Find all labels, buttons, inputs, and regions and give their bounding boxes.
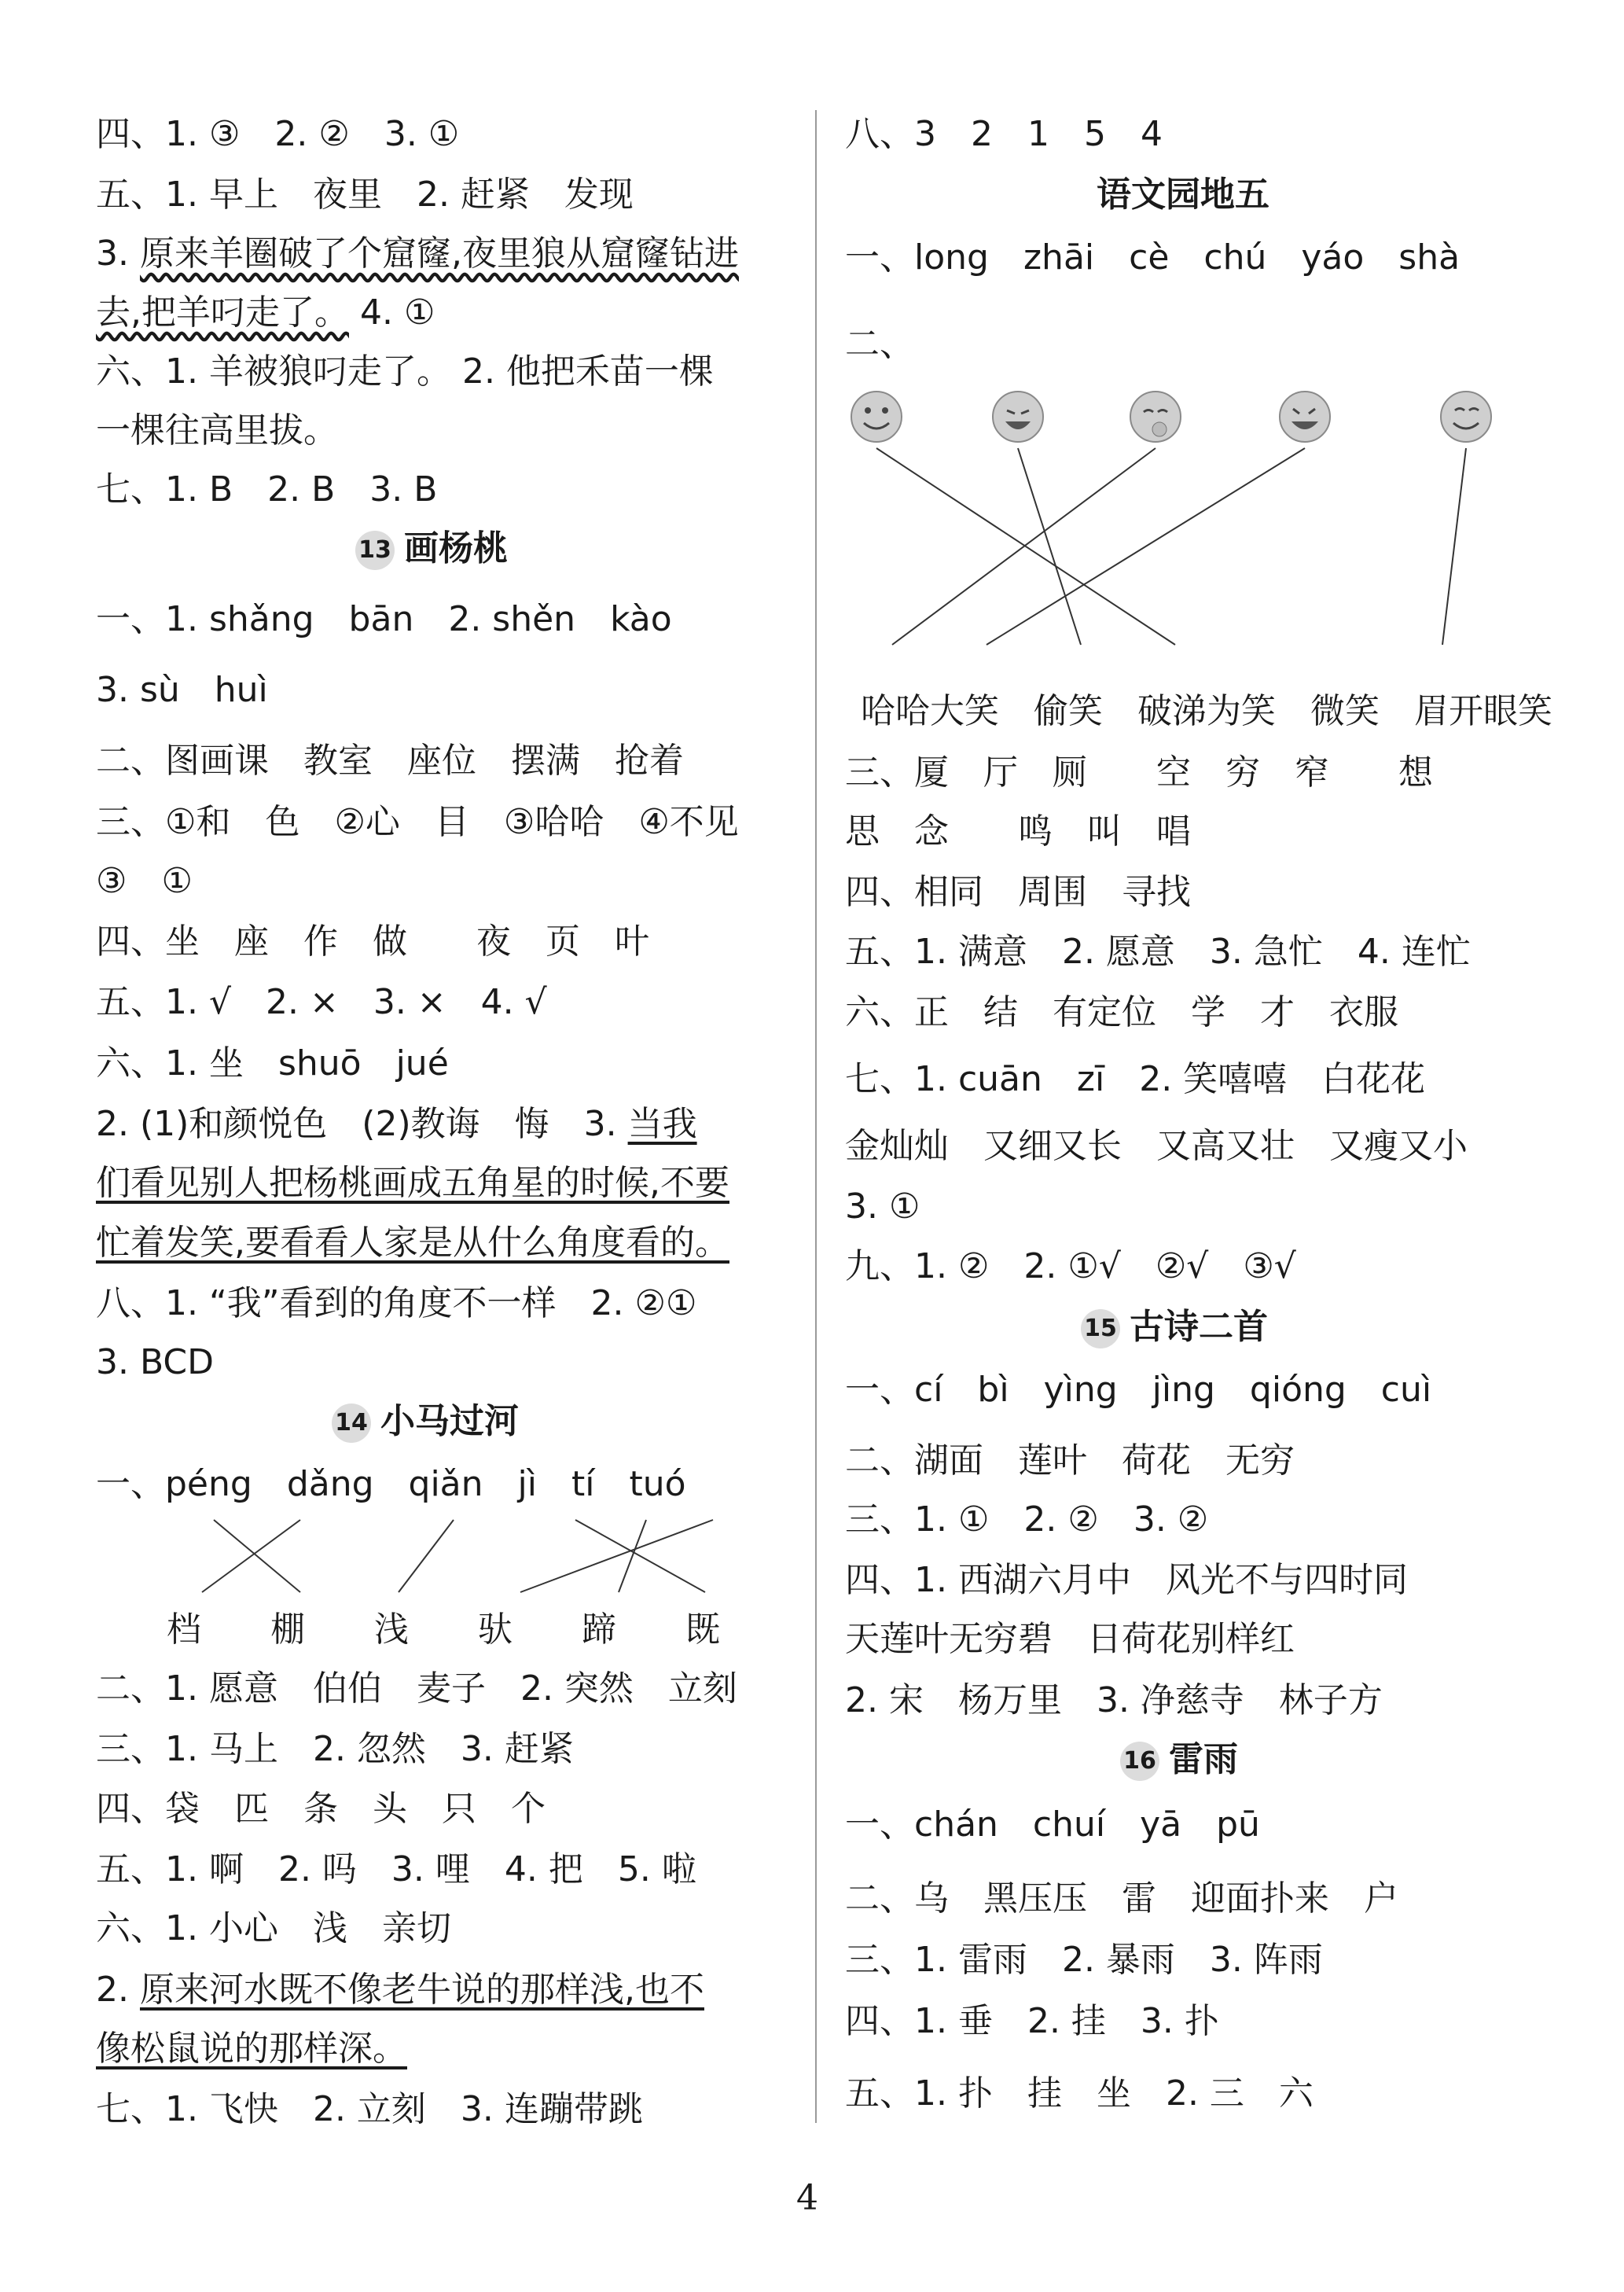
answer-line: 一、péng dǎng qiǎn jì tí tuó xyxy=(96,1464,686,1504)
answer-line: 四、坐 座 作 做 夜 页 叶 xyxy=(96,922,649,962)
answer-line: 一、cí bì yìng jìng qióng cuì xyxy=(845,1370,1432,1410)
rofl-face-icon xyxy=(1280,392,1330,442)
answer-line: 一棵往高里拔。 xyxy=(96,410,338,451)
answer-line: 四、1. 西湖六月中 风光不与四时同 xyxy=(845,1560,1408,1600)
answer-line: 六、1. 小心 浅 亲切 xyxy=(96,1908,451,1948)
answer-line: 五、1. √ 2. × 3. × 4. √ xyxy=(96,982,547,1022)
lesson-heading: 14 小马过河 xyxy=(332,1400,519,1444)
answer-line: 一、long zhāi cè chú yáo shà xyxy=(845,237,1460,278)
answer-line: 档 棚 浅 驮 蹄 既 xyxy=(167,1610,720,1650)
lesson-number-badge: 16 xyxy=(1120,1742,1159,1781)
answer-line: 3. ① xyxy=(845,1186,920,1227)
answer-line: 哈哈大笑 偷笑 破涕为笑 微笑 眉开眼笑 xyxy=(861,691,1552,731)
section-heading: 语文园地五 xyxy=(1097,175,1269,215)
underlined-answer: 当我 xyxy=(627,1104,697,1144)
answer-line: 五、1. 满意 2. 愿意 3. 急忙 4. 连忙 xyxy=(845,932,1471,972)
underlined-answer: 像松鼠说的那样深。 xyxy=(96,2029,407,2069)
beaming-face-icon xyxy=(1441,392,1491,442)
wavy-underlined-answer: 去,把羊叼走了。 xyxy=(96,292,349,333)
matching-lines xyxy=(96,1514,788,1600)
answer-line: 三、厦 厅 厕 空 穷 窄 想 xyxy=(845,752,1433,793)
answer-line: 一、chán chuí yā pū xyxy=(845,1805,1260,1845)
underlined-answer: 忙着发笑,要看看人家是从什么角度看的。 xyxy=(96,1223,729,1263)
answer-line: 3. sù huì xyxy=(96,670,268,710)
answer-line: 七、1. cuān zī 2. 笑嘻嘻 白花花 xyxy=(845,1059,1426,1099)
answer-line: 三、①和 色 ②心 目 ③哈哈 ④不见 xyxy=(96,802,739,842)
lesson-number-badge: 13 xyxy=(355,531,395,570)
answer-line: 2. 宋 杨万里 3. 净慈寺 林子方 xyxy=(845,1680,1383,1720)
laughing-tears-face-icon xyxy=(993,392,1043,442)
answer-line: 四、袋 匹 条 头 只 个 xyxy=(96,1789,546,1829)
lesson-number-badge: 14 xyxy=(332,1404,371,1443)
answer-line: 九、1. ② 2. ①√ ②√ ③√ xyxy=(845,1246,1296,1286)
smile-face-icon xyxy=(851,392,902,442)
answer-line: 2. 原来河水既不像老牛说的那样浅,也不 xyxy=(96,1970,704,2010)
answer-line: 五、1. 啊 2. 吗 3. 哩 4. 把 5. 啦 xyxy=(96,1849,696,1889)
answer-line: 三、1. ① 2. ② 3. ② xyxy=(845,1499,1209,1540)
answer-line: 思 念 鸣 叫 唱 xyxy=(845,811,1191,852)
answer-line: 2. (1)和颜悦色 (2)教诲 悔 3. 当我 xyxy=(96,1104,697,1144)
answer-line: 去,把羊叼走了。 4. ① xyxy=(96,292,435,333)
wavy-underlined-answer: 原来羊圈破了个窟窿,夜里狼从窟窿钻进 xyxy=(139,234,739,274)
answer-line: 四、1. ③ 2. ② 3. ① xyxy=(96,114,460,154)
lesson-heading: 16 雷雨 xyxy=(1120,1738,1238,1782)
underlined-answer: 原来河水既不像老牛说的那样浅,也不 xyxy=(139,1970,704,2010)
answer-line: 八、3 2 1 5 4 xyxy=(845,114,1163,154)
underlined-answer: 们看见别人把杨桃画成五角星的时候,不要 xyxy=(96,1163,729,1203)
answer-line: 四、相同 周围 寻找 xyxy=(845,872,1191,912)
answer-line: 一、1. shǎng bān 2. shěn kào xyxy=(96,599,672,639)
answer-line: 六、正 结 有定位 学 才 衣服 xyxy=(845,992,1398,1032)
answer-line: 三、1. 马上 2. 忽然 3. 赶紧 xyxy=(96,1729,574,1769)
answer-line: 六、1. 坐 shuō jué xyxy=(96,1043,449,1083)
answer-line: 二、图画课 教室 座位 摆满 抢着 xyxy=(96,741,684,781)
answer-line: 八、1. “我”看到的角度不一样 2. ②① xyxy=(96,1283,697,1323)
answer-line: 三、1. 雷雨 2. 暴雨 3. 阵雨 xyxy=(845,1940,1323,1980)
page-number: 4 xyxy=(796,2178,818,2218)
answer-line: 五、1. 扑 挂 坐 2. 三 六 xyxy=(845,2073,1314,2114)
answer-line: 3. 原来羊圈破了个窟窿,夜里狼从窟窿钻进 xyxy=(96,234,739,274)
answer-line: ③ ① xyxy=(96,861,193,901)
lesson-number-badge: 15 xyxy=(1081,1309,1120,1348)
answer-line: 3. BCD xyxy=(96,1342,214,1382)
answer-line: 六、1. 羊被狼叼走了。 2. 他把禾苗一棵 xyxy=(96,351,714,392)
answer-line: 七、1. 飞快 2. 立刻 3. 连蹦带跳 xyxy=(96,2089,643,2129)
emoji-matching xyxy=(845,385,1552,692)
answer-line: 天莲叶无穷碧 日荷花别样红 xyxy=(845,1619,1295,1659)
lesson-heading: 15 古诗二首 xyxy=(1081,1305,1268,1349)
answer-line: 二、乌 黑压压 雷 迎面扑来 户 xyxy=(845,1878,1398,1919)
answer-line: 二、湖面 莲叶 荷花 无穷 xyxy=(845,1440,1295,1481)
answer-line: 金灿灿 又细又长 又高又壮 又瘦又小 xyxy=(845,1126,1468,1166)
answer-line: 五、1. 早上 夜里 2. 赶紧 发现 xyxy=(96,175,634,215)
answer-line: 二、 xyxy=(845,324,914,364)
answer-line: 七、1. B 2. B 3. B xyxy=(96,469,438,510)
answer-line: 四、1. 垂 2. 挂 3. 扑 xyxy=(845,2001,1219,2041)
column-divider xyxy=(815,110,817,2123)
lesson-heading: 13 画杨桃 xyxy=(355,527,508,571)
answer-line: 二、1. 愿意 伯伯 麦子 2. 突然 立刻 xyxy=(96,1668,737,1709)
snicker-face-icon xyxy=(1130,392,1181,442)
